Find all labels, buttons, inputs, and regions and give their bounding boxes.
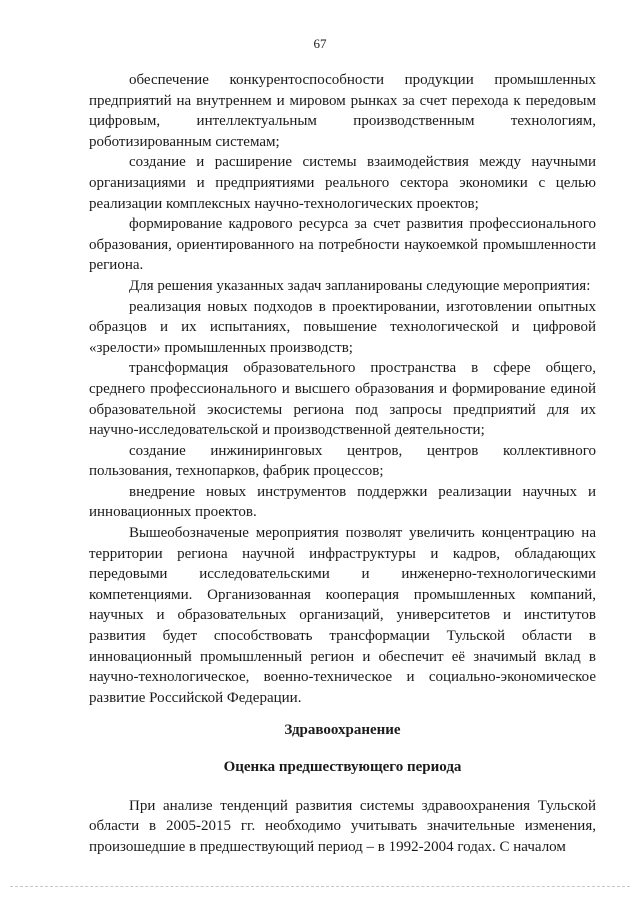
paragraph: обеспечение конкурентоспособности продукции промышленных предприятий на внутреннем и мировом рынках за счет перехода к передовым цифровым, интеллектуальным производственным технологиям, роботизированным системам; [89, 72, 596, 150]
paragraph: создание и расширение системы взаимодействия между научными организациями и предприятиями реального сектора экономики с целью реализации комплексных научно-технологических проектов; [89, 154, 596, 212]
paragraph: формирование кадрового ресурса за счет развития профессионального образования, ориентированного на потребности наукоемкой промышленности региона. [89, 216, 596, 274]
paragraph: При анализе тенденций развития системы здравоохранения Тульской области в 2005-2015 гг. необходимо учитывать значительные изменения, произошедшие в предшествующий период – в 1992-2004 годах. С началом [89, 797, 596, 855]
paragraph: создание инжиниринговых центров, центров коллективного пользования, технопарков, фабрик процессов; [89, 442, 596, 480]
paragraph: реализация новых подходов в проектировании, изготовлении опытных образцов и их испытаниях, повышение технологической и цифровой «зрелости» промышленных производств; [89, 298, 596, 356]
document-body [89, 70, 596, 857]
paragraph: трансформация образовательного пространства в сфере общего, среднего профессионального и высшего образования и формирование единой образовательной экосистемы региона под запросы предприятий для их научно-исследовательской и производственной деятельности; [89, 360, 596, 439]
paragraph: Вышеобозначеные мероприятия позволят увеличить концентрацию на территории региона научной инфраструктуры и кадров, обладающих передовыми исследовательскими и инженерно-технологическими компетенциями. Организованная кооперация промышленных компаний, научных и образовательных организаций, университетов и институтов развития будет способствовать трансформации Тульской области в инновационный промышленный регион и обеспечит её значимый вклад в научно-технологическое, военно-техническое и социально-экономическое развитие Российской Федерации. [89, 525, 596, 706]
section-heading-health: Здравоохранение [284, 722, 401, 739]
page-number: 67 [313, 36, 327, 51]
page-bottom-divider [10, 886, 630, 888]
subsection-heading-previous-period: Оценка предшествующего периода [223, 759, 462, 775]
paragraph: Для решения указанных задач запланированы следующие мероприятия: [129, 277, 591, 294]
paragraph: внедрение новых инструментов поддержки реализации научных и инновационных проектов. [89, 483, 596, 521]
